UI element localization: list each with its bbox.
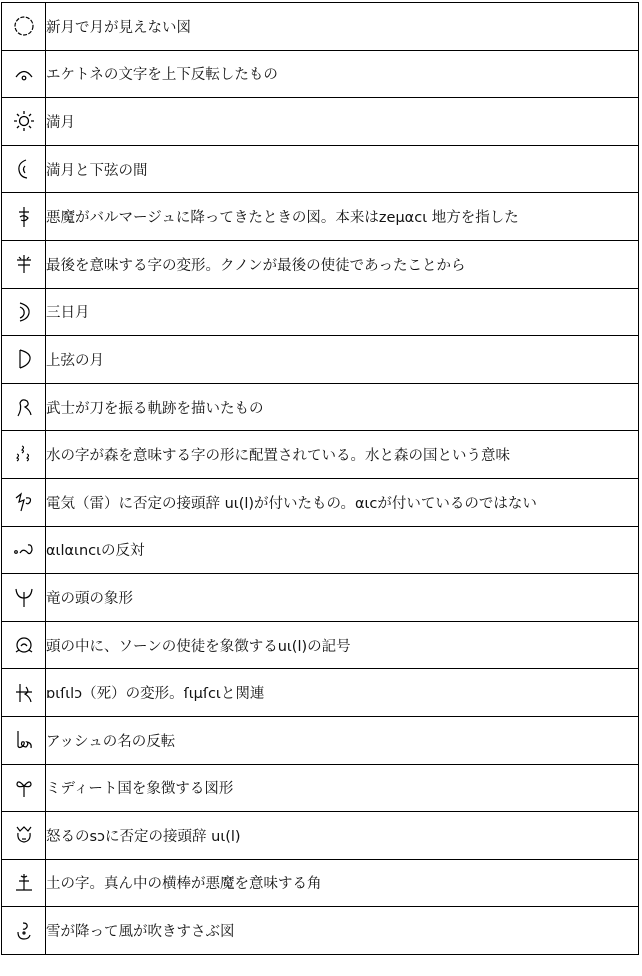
table-row — [2, 288, 639, 336]
table-row — [2, 240, 639, 288]
description: 水の字が森を意味する字の形に配置されている。水と森の国という意味 — [46, 431, 639, 479]
new-moon-icon — [12, 14, 36, 38]
table-row — [2, 50, 639, 98]
description: 新月で月が見えない図 — [46, 3, 639, 51]
waning-moon-icon — [12, 157, 36, 181]
symbol-cell — [2, 145, 46, 193]
description: 竜の頭の象形 — [46, 574, 639, 622]
full-moon-sun-icon — [12, 109, 36, 133]
table-row — [2, 621, 639, 669]
earth-horn-icon — [12, 871, 36, 895]
table-row — [2, 3, 639, 51]
description: ɒιſιlɔ（死）の変形。ſιμſcιと関連 — [46, 669, 639, 717]
table-row — [2, 907, 639, 955]
sword-trace-icon — [12, 395, 36, 419]
table-row — [2, 526, 639, 574]
description: 土の字。真ん中の横棒が悪魔を意味する角 — [46, 859, 639, 907]
symbol-cell — [2, 669, 46, 717]
description: 上弦の月 — [46, 336, 639, 384]
description: 雪が降って風が吹きすさぶ図 — [46, 907, 639, 955]
anger-negation-icon — [12, 823, 36, 847]
last-sign-icon — [12, 252, 36, 276]
table-row — [2, 383, 639, 431]
table-row — [2, 336, 639, 384]
table-row — [2, 764, 639, 812]
reverse-mark-icon — [12, 538, 36, 562]
symbol-cell — [2, 574, 46, 622]
description: 電気（雷）に否定の接頭辞 uι(l)が付いたもの。αιcが付いているのではない — [46, 478, 639, 526]
description: 満月 — [46, 98, 639, 146]
demon-descent-icon — [12, 205, 36, 229]
symbol-cell — [2, 526, 46, 574]
table-row — [2, 716, 639, 764]
symbol-cell — [2, 98, 46, 146]
table-row — [2, 669, 639, 717]
description: ミディート国を象徴する図形 — [46, 764, 639, 812]
table-row — [2, 145, 639, 193]
table-row — [2, 431, 639, 479]
crescent-moon-icon — [12, 300, 36, 324]
table-row — [2, 574, 639, 622]
symbol-cell — [2, 859, 46, 907]
inverted-arc-icon — [12, 62, 36, 86]
symbol-cell — [2, 3, 46, 51]
symbol-cell — [2, 716, 46, 764]
table-row — [2, 859, 639, 907]
symbol-cell — [2, 193, 46, 241]
symbol-cell — [2, 478, 46, 526]
description: αιlαιncιの反対 — [46, 526, 639, 574]
description: 武士が刀を振る軌跡を描いたもの — [46, 383, 639, 431]
description: 満月と下弦の間 — [46, 145, 639, 193]
table-row — [2, 98, 639, 146]
symbol-cell — [2, 383, 46, 431]
head-mark-icon — [12, 633, 36, 657]
symbol-cell — [2, 431, 46, 479]
description: 三日月 — [46, 288, 639, 336]
symbol-cell — [2, 240, 46, 288]
midit-country-icon — [12, 776, 36, 800]
forest-water-icon — [12, 443, 36, 467]
table-row — [2, 478, 639, 526]
description: エケトネの文字を上下反転したもの — [46, 50, 639, 98]
table-row — [2, 193, 639, 241]
symbol-cell — [2, 288, 46, 336]
death-variant-icon — [12, 681, 36, 705]
ash-name-icon — [12, 728, 36, 752]
symbol-cell — [2, 621, 46, 669]
description: アッシュの名の反転 — [46, 716, 639, 764]
symbol-cell — [2, 812, 46, 860]
snow-wind-icon — [12, 919, 36, 943]
table-row — [2, 812, 639, 860]
thunder-negation-icon — [12, 490, 36, 514]
symbol-cell — [2, 764, 46, 812]
dragon-head-icon — [12, 585, 36, 609]
symbol-cell — [2, 50, 46, 98]
description: 悪魔がバルマージュに降ってきたときの図。本来はzeμαcι 地方を指した — [46, 193, 639, 241]
glyph-table — [1, 2, 639, 955]
first-quarter-moon-icon — [12, 347, 36, 371]
symbol-cell — [2, 336, 46, 384]
symbol-cell — [2, 907, 46, 955]
description: 最後を意味する字の変形。クノンが最後の使徒であったことから — [46, 240, 639, 288]
description: 頭の中に、ソーンの使徒を象徴するuι(l)の記号 — [46, 621, 639, 669]
description: 怒るのsɔに否定の接頭辞 uι(l) — [46, 812, 639, 860]
